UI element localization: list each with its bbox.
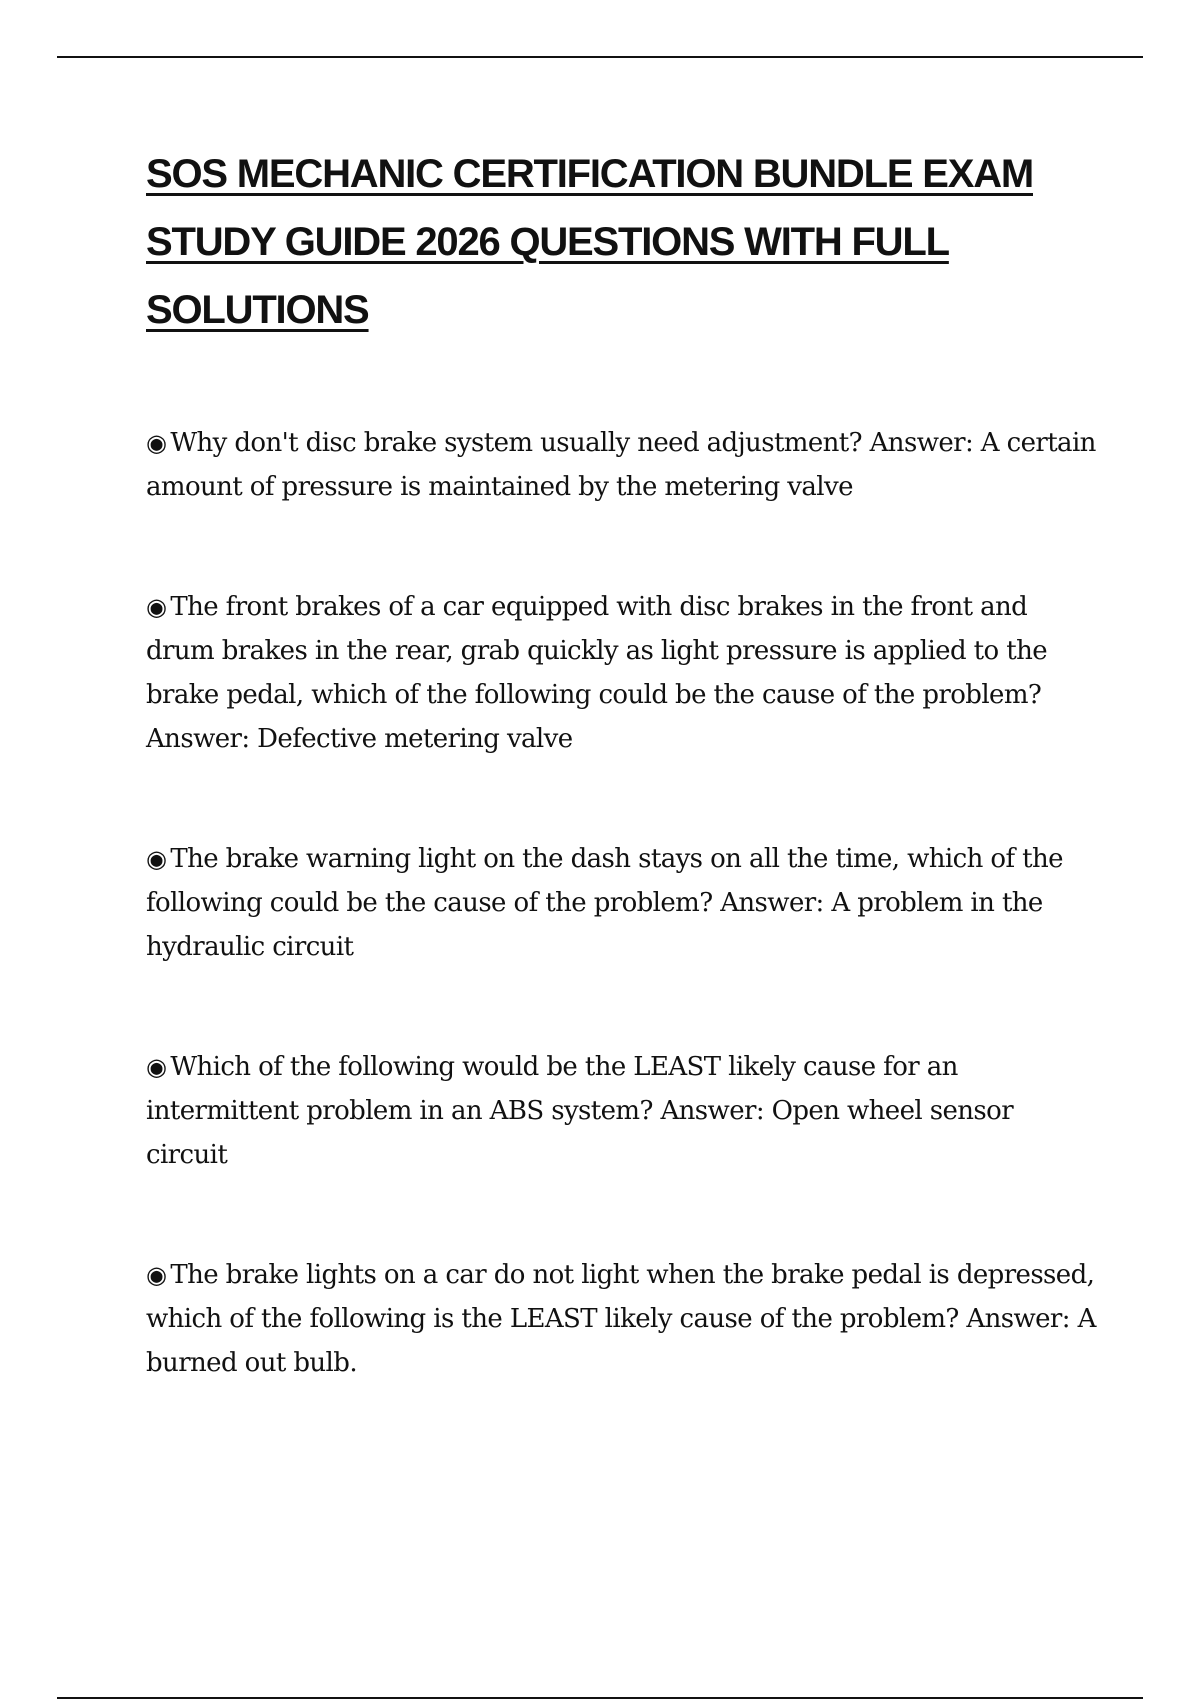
qa-text: Why don't disc brake system usually need adjustment? Answer: A certain amount of pressure is maintained by the metering valve <box>146 428 1096 502</box>
top-divider <box>57 56 1143 58</box>
qa-item <box>146 1045 1096 1177</box>
qa-item <box>146 421 1096 509</box>
qa-item <box>146 1253 1096 1385</box>
fisheye-bullet-icon: ◉ <box>146 1053 167 1081</box>
qa-text: The front brakes of a car equipped with disc brakes in the front and drum brakes in the rear, grab quickly as light pressure is applied to the brake pedal, which of the following could be the cause of the problem? Answer: Defective metering valve <box>146 592 1048 754</box>
bottom-divider <box>57 1697 1143 1699</box>
qa-item <box>146 837 1096 969</box>
qa-text: The brake lights on a car do not light when the brake pedal is depressed, which of the following is the LEAST likely cause of the problem? Answer: A burned out bulb. <box>146 1260 1096 1378</box>
fisheye-bullet-icon: ◉ <box>146 429 167 457</box>
fisheye-bullet-icon: ◉ <box>146 593 167 621</box>
qa-item <box>146 585 1096 761</box>
qa-text: The brake warning light on the dash stays on all the time, which of the following could be the cause of the problem? Answer: A problem in the hydraulic circuit <box>146 844 1063 962</box>
document-title: SOS MECHANIC CERTIFICATION BUNDLE EXAM STUDY GUIDE 2026 QUESTIONS WITH FULL SOLUTIONS <box>146 152 1033 332</box>
qa-list <box>146 421 1096 1461</box>
fisheye-bullet-icon: ◉ <box>146 845 167 873</box>
qa-text: Which of the following would be the LEAST likely cause for an intermittent problem in an ABS system? Answer: Open wheel sensor circuit <box>146 1052 1014 1170</box>
fisheye-bullet-icon: ◉ <box>146 1261 167 1289</box>
